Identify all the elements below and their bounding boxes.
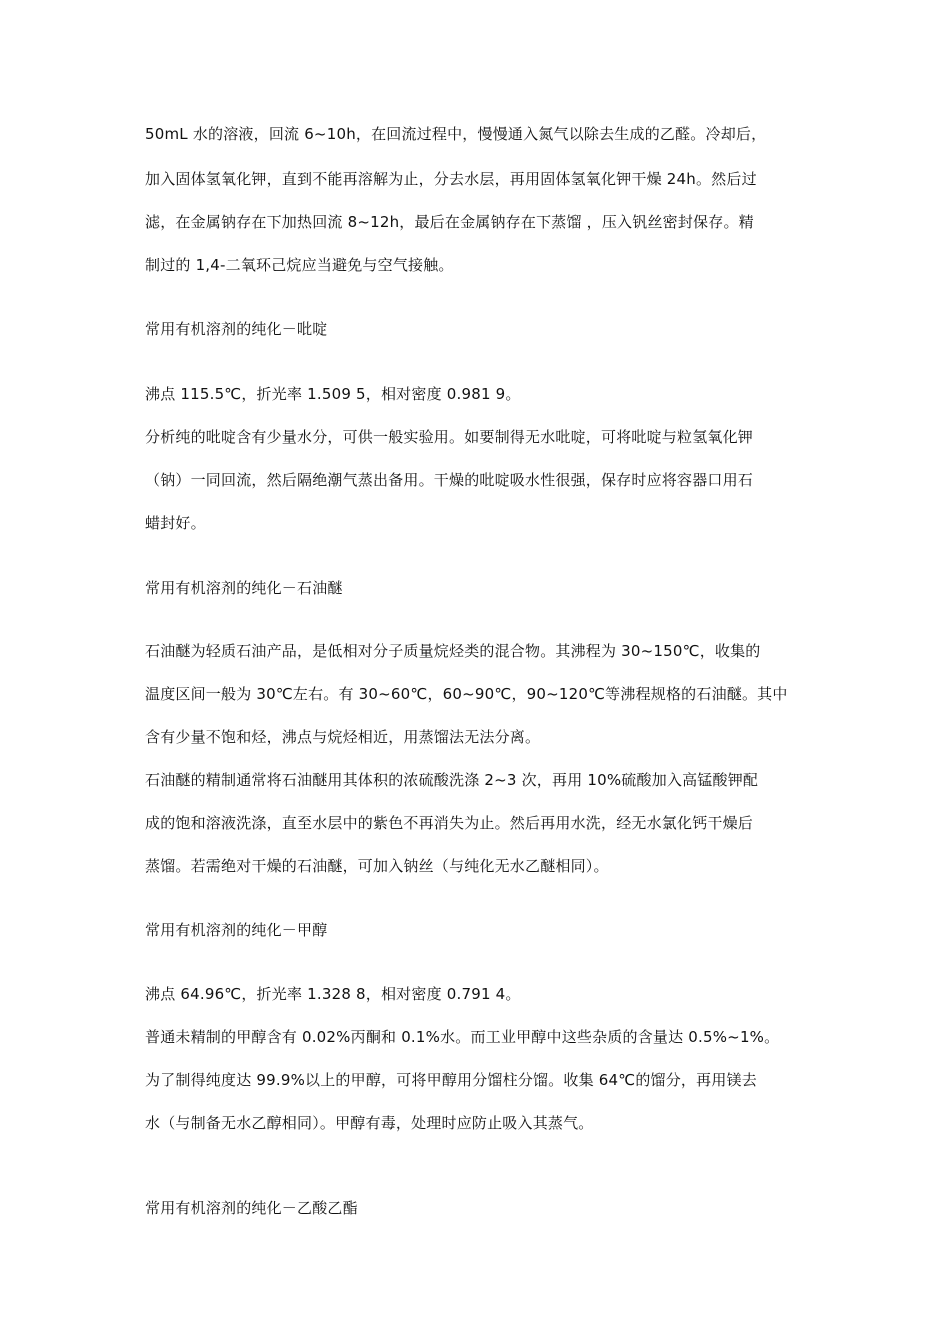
section-heading-pyridine: 常用有机溶剂的纯化－吡啶 [145,320,328,338]
text-line: 加入固体氢氧化钾，直到不能再溶解为止，分去水层，再用固体氢氧化钾干燥 24h。然后过 [145,170,757,188]
text-line: 50mL 水的溶液，回流 6~10h，在回流过程中，慢慢通入氮气以除去生成的乙醛。冷却后， [145,125,767,143]
section-heading-petroleum-ether: 常用有机溶剂的纯化－石油醚 [145,579,343,597]
section-heading-ethyl-acetate: 常用有机溶剂的纯化－乙酸乙酯 [145,1199,358,1217]
text-line: 水（与制备无水乙醇相同）。甲醇有毒，处理时应防止吸入其蒸气。 [145,1114,594,1132]
text-line: （钠）一同回流，然后隔绝潮气蒸出备用。干燥的吡啶吸水性很强，保存时应将容器口用石 [145,471,754,489]
section-heading-methanol: 常用有机溶剂的纯化－甲醇 [145,921,328,939]
text-line: 蒸馏。若需绝对干燥的石油醚，可加入钠丝（与纯化无水乙醚相同）。 [145,857,609,875]
text-line: 沸点 64.96℃，折光率 1.328 8，相对密度 0.791 4。 [145,985,521,1003]
text-line: 石油醚的精制通常将石油醚用其体积的浓硫酸洗涤 2~3 次，再用 10%硫酸加入高锰酸钾配 [145,771,759,789]
text-line: 成的饱和溶液洗涤，直至水层中的紫色不再消失为止。然后再用水洗，经无水氯化钙干燥后 [145,814,754,832]
text-line: 沸点 115.5℃，折光率 1.509 5，相对密度 0.981 9。 [145,385,521,403]
text-line: 滤，在金属钠存在下加热回流 8~12h，最后在金属钠存在下蒸馏 ，压入钒丝密封保存。精 [145,213,754,231]
text-line: 制过的 1,4-二氧环己烷应当避免与空气接触。 [145,256,454,274]
text-line: 蜡封好。 [145,514,206,532]
text-line: 含有少量不饱和烃，沸点与烷烃相近，用蒸馏法无法分离。 [145,728,541,746]
text-line: 为了制得纯度达 99.9%以上的甲醇，可将甲醇用分馏柱分馏。收集 64℃的馏分，再用镁去 [145,1071,757,1089]
text-line: 温度区间一般为 30℃左右。有 30~60℃，60~90℃，90~120℃等沸程规格的石油醚。其中 [145,685,788,703]
text-line: 分析纯的吡啶含有少量水分，可供一般实验用。如要制得无水吡啶，可将吡啶与粒氢氧化钾 [145,428,754,446]
text-line: 普通未精制的甲醇含有 0.02%丙酮和 0.1%水。而工业甲醇中这些杂质的含量达 0.5%~1%。 [145,1028,780,1046]
text-line: 石油醚为轻质石油产品，是低相对分子质量烷烃类的混合物。其沸程为 30~150℃，收集的 [145,642,761,660]
